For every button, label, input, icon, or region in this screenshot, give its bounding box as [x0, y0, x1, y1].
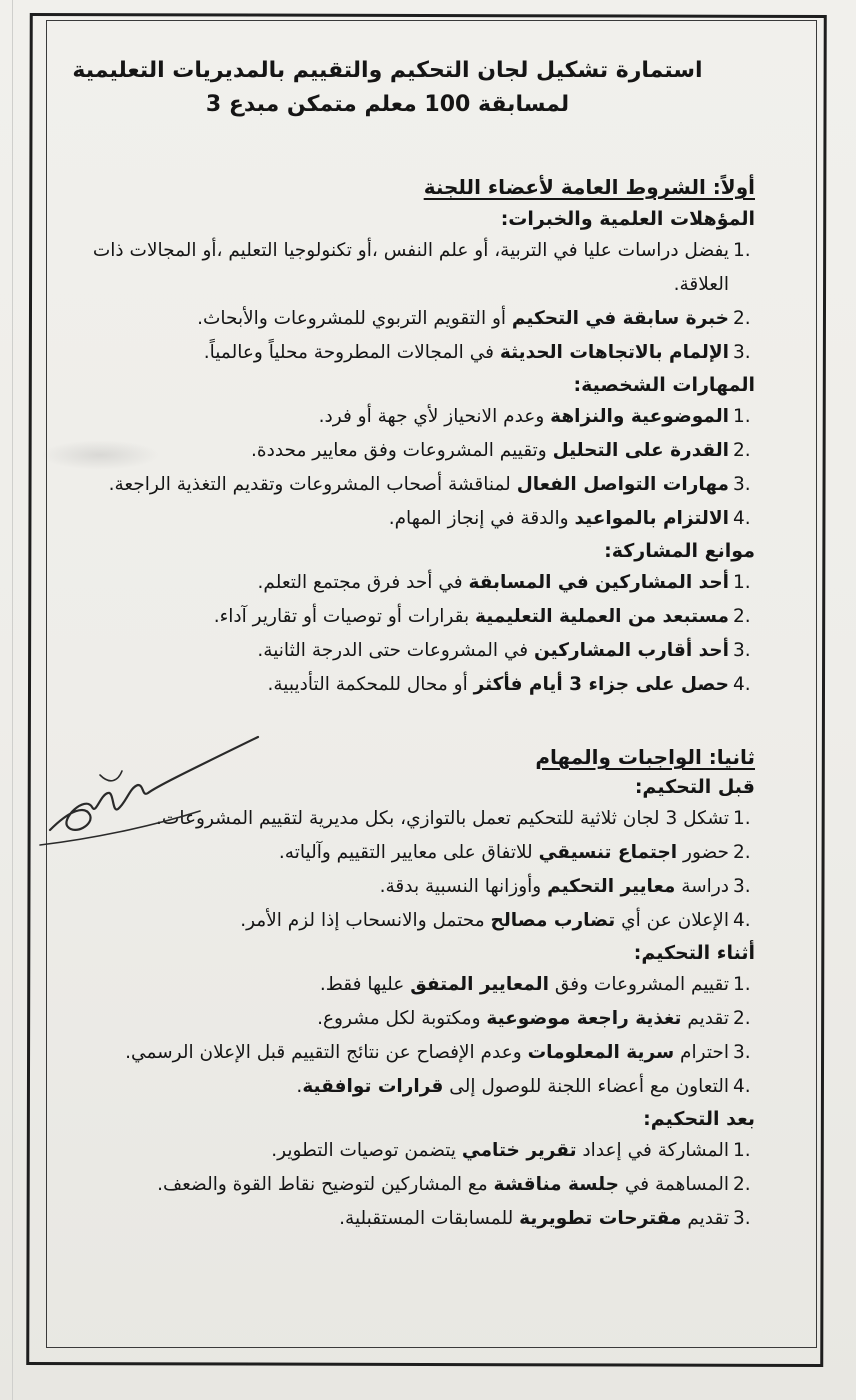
list-item: 2. حضور اجتماع تنسيقي للاتفاق على معايير التقييم وآلياته.	[278, 842, 751, 863]
document-subtitle: لمسابقة 100 معلم متمكن مبدع 3	[205, 92, 570, 117]
list-item: 4. الإعلان عن أي تضارب مصالح محتمل والانسحاب إذا لزم الأمر.	[240, 910, 751, 931]
list-item: 1. المشاركة في إعداد تقرير ختامي يتضمن توصيات التطوير.	[271, 1140, 751, 1161]
list-item: 4. الالتزام بالمواعيد والدقة في إنجاز المهام.	[388, 508, 751, 529]
qualifications-heading: المؤهلات العلمية والخبرات:	[500, 208, 755, 230]
during-judging-heading: أثناء التحكيم:	[633, 942, 755, 964]
list-item: 3. مهارات التواصل الفعال لمناقشة أصحاب المشروعات وتقديم التغذية الراجعة.	[108, 474, 751, 495]
personal-skills-list	[60, 400, 755, 536]
list-item: 2. مستبعد من العملية التعليمية بقرارات أو توصيات أو تقارير آداء.	[213, 606, 751, 627]
list-item: 4. حصل على جزاء 3 أيام فأكثر أو محال للمحكمة التأديبية.	[267, 674, 751, 695]
list-item: 2. خبرة سابقة في التحكيم أو التقويم التربوي للمشروعات والأبحاث.	[197, 308, 751, 329]
section-1-heading: أولاً: الشروط العامة لأعضاء اللجنة	[423, 175, 755, 199]
list-item: 3. تقديم مقترحات تطويرية للمسابقات المستقبلية.	[339, 1208, 751, 1229]
section-2-heading: ثانيا: الواجبات والمهام	[535, 745, 755, 769]
scan-edge-line	[12, 0, 13, 1400]
participation-barriers-list	[60, 566, 755, 702]
list-item: 1. أحد المشاركين في المسابقة في أحد فرق مجتمع التعلم.	[257, 572, 751, 593]
qualifications-list	[60, 234, 755, 370]
participation-barriers-heading: موانع المشاركة:	[604, 540, 755, 562]
list-item: 4. التعاون مع أعضاء اللجنة للوصول إلى قرارات توافقية.	[296, 1076, 751, 1097]
list-item: 3. احترام سرية المعلومات وعدم الإفصاح عن نتائج التقييم قبل الإعلان الرسمي.	[125, 1042, 751, 1063]
list-item: 1. يفضل دراسات عليا في التربية، أو علم النفس ،أو تكنولوجيا التعليم ،أو المجالات ذات العلاقة.	[92, 240, 751, 295]
after-judging-heading: بعد التحكيم:	[643, 1108, 755, 1130]
list-item: 1. تقييم المشروعات وفق المعايير المتفق عليها فقط.	[319, 974, 751, 995]
during-judging-list	[60, 968, 755, 1104]
list-item: 1. الموضوعية والنزاهة وعدم الانحياز لأي جهة أو فرد.	[318, 406, 751, 427]
list-item: 2. القدرة على التحليل وتقييم المشروعات وفق معايير محددة.	[251, 440, 751, 461]
document-body	[60, 40, 755, 1236]
list-item: 2. تقديم تغذية راجعة موضوعية ومكتوبة لكل مشروع.	[317, 1008, 751, 1029]
list-item: 2. المساهمة في جلسة مناقشة مع المشاركين لتوضيح نقاط القوة والضعف.	[157, 1174, 751, 1195]
list-item: 3. دراسة معايير التحكيم وأوزانها النسبية بدقة.	[379, 876, 751, 897]
list-item: 3. أحد أقارب المشاركين في المشروعات حتى الدرجة الثانية.	[257, 640, 751, 661]
list-item: 1. تشكل 3 لجان ثلاثية للتحكيم تعمل بالتوازي، بكل مديرية لتقييم المشروعات.	[156, 808, 751, 829]
document-title: استمارة تشكيل لجان التحكيم والتقييم بالمديريات التعليمية	[72, 58, 703, 83]
before-judging-heading: قبل التحكيم:	[634, 776, 755, 798]
after-judging-list	[60, 1134, 755, 1236]
personal-skills-heading: المهارات الشخصية:	[573, 374, 755, 396]
handwritten-signature	[30, 735, 270, 855]
list-item: 3. الإلمام بالاتجاهات الحديثة في المجالات المطروحة محلياً وعالمياً.	[203, 342, 751, 363]
